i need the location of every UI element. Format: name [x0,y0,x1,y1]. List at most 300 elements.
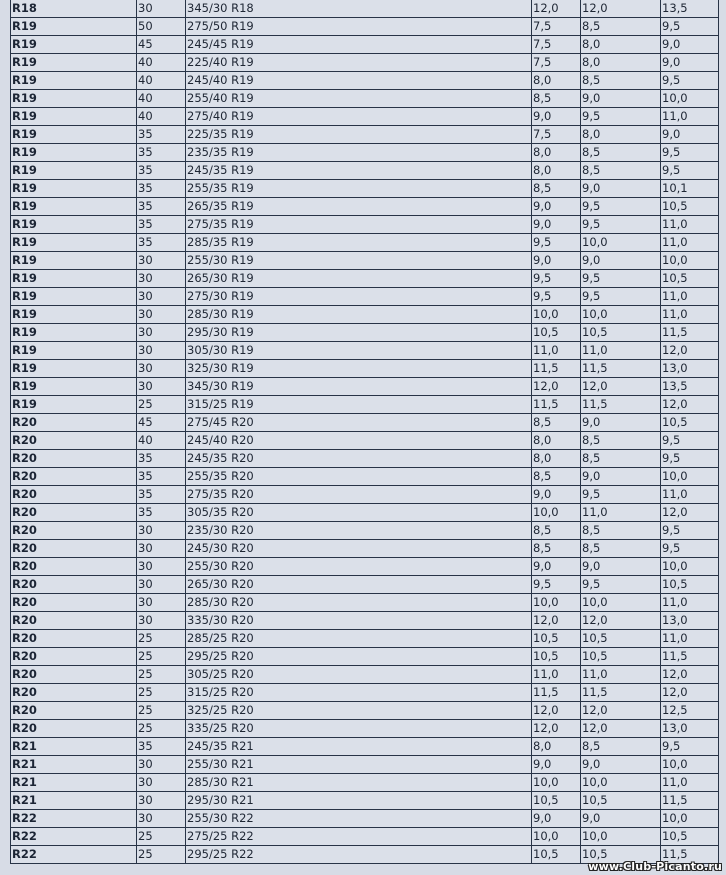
min-width-cell: 9,0 [532,486,581,504]
max-width-cell: 11,5 [661,792,719,810]
max-width-cell: 13,0 [661,360,719,378]
profile-cell: 45 [137,36,186,54]
ideal-width-cell: 10,0 [581,306,661,324]
table-row [11,234,719,252]
tire-size-cell: 265/35 R19 [186,198,532,216]
profile-cell: 35 [137,504,186,522]
min-width-cell: 10,0 [532,306,581,324]
profile-cell: 35 [137,450,186,468]
tire-size-cell: 335/25 R20 [186,720,532,738]
ideal-width-cell: 8,5 [581,144,661,162]
profile-cell: 30 [137,792,186,810]
ideal-width-cell: 11,5 [581,360,661,378]
profile-cell: 35 [137,486,186,504]
min-width-cell: 8,0 [532,162,581,180]
table-row [11,828,719,846]
max-width-cell: 9,5 [661,432,719,450]
max-width-cell: 10,1 [661,180,719,198]
ideal-width-cell: 10,5 [581,648,661,666]
ideal-width-cell: 10,0 [581,594,661,612]
max-width-cell: 9,0 [661,126,719,144]
min-width-cell: 10,5 [532,792,581,810]
rim-cell: R20 [11,612,137,630]
table-row [11,342,719,360]
tire-size-cell: 255/30 R20 [186,558,532,576]
ideal-width-cell: 9,0 [581,756,661,774]
min-width-cell: 12,0 [532,702,581,720]
table-row [11,270,719,288]
rim-cell: R21 [11,738,137,756]
ideal-width-cell: 10,5 [581,630,661,648]
rim-cell: R19 [11,54,137,72]
table-row [11,432,719,450]
min-width-cell: 8,0 [532,72,581,90]
tire-size-cell: 265/30 R20 [186,576,532,594]
table-row [11,180,719,198]
ideal-width-cell: 10,0 [581,234,661,252]
min-width-cell: 8,5 [532,468,581,486]
ideal-width-cell: 8,5 [581,450,661,468]
rim-cell: R19 [11,144,137,162]
min-width-cell: 8,0 [532,738,581,756]
profile-cell: 30 [137,378,186,396]
table-row [11,648,719,666]
max-width-cell: 13,5 [661,0,719,18]
rim-cell: R19 [11,378,137,396]
rim-cell: R20 [11,558,137,576]
tire-size-cell: 265/30 R19 [186,270,532,288]
tire-size-cell: 305/30 R19 [186,342,532,360]
table-row [11,486,719,504]
table-row [11,18,719,36]
ideal-width-cell: 8,0 [581,126,661,144]
min-width-cell: 8,5 [532,414,581,432]
profile-cell: 30 [137,342,186,360]
max-width-cell: 11,0 [661,234,719,252]
profile-cell: 25 [137,828,186,846]
min-width-cell: 9,0 [532,108,581,126]
max-width-cell: 10,0 [661,468,719,486]
profile-cell: 30 [137,558,186,576]
profile-cell: 30 [137,522,186,540]
ideal-width-cell: 10,0 [581,828,661,846]
tire-size-cell: 275/35 R19 [186,216,532,234]
rim-cell: R20 [11,540,137,558]
max-width-cell: 10,5 [661,198,719,216]
tire-size-cell: 225/40 R19 [186,54,532,72]
min-width-cell: 12,0 [532,378,581,396]
max-width-cell: 11,0 [661,306,719,324]
tire-size-cell: 255/30 R19 [186,252,532,270]
tire-size-cell: 235/35 R19 [186,144,532,162]
max-width-cell: 11,5 [661,648,719,666]
ideal-width-cell: 9,5 [581,198,661,216]
min-width-cell: 10,5 [532,846,581,864]
rim-cell: R20 [11,666,137,684]
max-width-cell: 13,0 [661,720,719,738]
table-row [11,666,719,684]
ideal-width-cell: 9,5 [581,576,661,594]
tire-size-cell: 255/40 R19 [186,90,532,108]
profile-cell: 30 [137,252,186,270]
rim-cell: R20 [11,576,137,594]
max-width-cell: 11,5 [661,324,719,342]
min-width-cell: 11,0 [532,666,581,684]
tire-size-cell: 275/25 R22 [186,828,532,846]
tire-size-cell: 315/25 R20 [186,684,532,702]
min-width-cell: 11,5 [532,360,581,378]
table-row [11,576,719,594]
table-row [11,468,719,486]
table-row [11,36,719,54]
profile-cell: 35 [137,144,186,162]
profile-cell: 40 [137,72,186,90]
ideal-width-cell: 12,0 [581,0,661,18]
tire-size-cell: 275/45 R20 [186,414,532,432]
rim-cell: R21 [11,792,137,810]
max-width-cell: 11,0 [661,594,719,612]
max-width-cell: 9,5 [661,72,719,90]
tire-size-cell: 245/40 R19 [186,72,532,90]
max-width-cell: 10,0 [661,810,719,828]
tire-size-cell: 305/25 R20 [186,666,532,684]
table-row [11,396,719,414]
min-width-cell: 10,0 [532,828,581,846]
max-width-cell: 10,5 [661,828,719,846]
max-width-cell: 9,0 [661,54,719,72]
rim-cell: R20 [11,450,137,468]
profile-cell: 25 [137,720,186,738]
rim-cell: R19 [11,360,137,378]
profile-cell: 30 [137,756,186,774]
rim-cell: R19 [11,18,137,36]
min-width-cell: 7,5 [532,18,581,36]
max-width-cell: 9,5 [661,18,719,36]
profile-cell: 40 [137,90,186,108]
ideal-width-cell: 10,5 [581,846,661,864]
tire-size-cell: 285/30 R19 [186,306,532,324]
ideal-width-cell: 9,5 [581,108,661,126]
max-width-cell: 10,0 [661,90,719,108]
min-width-cell: 8,5 [532,522,581,540]
table-row [11,90,719,108]
table-row [11,720,719,738]
min-width-cell: 9,0 [532,756,581,774]
tire-size-cell: 255/35 R20 [186,468,532,486]
profile-cell: 35 [137,198,186,216]
table-row [11,558,719,576]
tire-size-cell: 305/35 R20 [186,504,532,522]
table-row [11,126,719,144]
ideal-width-cell: 11,5 [581,684,661,702]
profile-cell: 40 [137,432,186,450]
profile-cell: 25 [137,630,186,648]
max-width-cell: 10,0 [661,252,719,270]
max-width-cell: 11,0 [661,774,719,792]
max-width-cell: 10,0 [661,756,719,774]
tire-size-cell: 335/30 R20 [186,612,532,630]
table-row [11,792,719,810]
profile-cell: 25 [137,846,186,864]
tire-size-cell: 285/30 R20 [186,594,532,612]
min-width-cell: 7,5 [532,36,581,54]
profile-cell: 25 [137,702,186,720]
ideal-width-cell: 11,0 [581,504,661,522]
ideal-width-cell: 8,5 [581,540,661,558]
ideal-width-cell: 12,0 [581,612,661,630]
profile-cell: 35 [137,738,186,756]
min-width-cell: 11,5 [532,396,581,414]
ideal-width-cell: 9,0 [581,252,661,270]
ideal-width-cell: 8,5 [581,738,661,756]
max-width-cell: 12,5 [661,702,719,720]
min-width-cell: 9,5 [532,270,581,288]
min-width-cell: 7,5 [532,54,581,72]
rim-cell: R22 [11,846,137,864]
max-width-cell: 10,5 [661,414,719,432]
ideal-width-cell: 10,5 [581,792,661,810]
tire-size-cell: 285/30 R21 [186,774,532,792]
profile-cell: 30 [137,0,186,18]
max-width-cell: 12,0 [661,342,719,360]
max-width-cell: 11,5 [661,846,719,864]
max-width-cell: 9,5 [661,162,719,180]
table-row [11,594,719,612]
profile-cell: 30 [137,540,186,558]
ideal-width-cell: 9,5 [581,288,661,306]
tire-size-cell: 275/50 R19 [186,18,532,36]
min-width-cell: 12,0 [532,612,581,630]
profile-cell: 35 [137,180,186,198]
profile-cell: 35 [137,126,186,144]
ideal-width-cell: 12,0 [581,378,661,396]
tire-table-body [11,0,719,864]
profile-cell: 30 [137,324,186,342]
min-width-cell: 10,5 [532,324,581,342]
rim-cell: R19 [11,216,137,234]
min-width-cell: 10,5 [532,630,581,648]
tire-size-cell: 275/30 R19 [186,288,532,306]
rim-cell: R20 [11,504,137,522]
max-width-cell: 12,0 [661,666,719,684]
profile-cell: 30 [137,612,186,630]
min-width-cell: 9,0 [532,216,581,234]
min-width-cell: 8,0 [532,432,581,450]
tire-size-cell: 245/45 R19 [186,36,532,54]
min-width-cell: 8,5 [532,90,581,108]
max-width-cell: 11,0 [661,486,719,504]
min-width-cell: 8,0 [532,144,581,162]
table-row [11,540,719,558]
ideal-width-cell: 9,0 [581,810,661,828]
rim-cell: R19 [11,288,137,306]
profile-cell: 30 [137,360,186,378]
profile-cell: 40 [137,54,186,72]
min-width-cell: 11,0 [532,342,581,360]
profile-cell: 25 [137,666,186,684]
rim-cell: R19 [11,180,137,198]
rim-cell: R19 [11,90,137,108]
profile-cell: 35 [137,216,186,234]
profile-cell: 30 [137,594,186,612]
ideal-width-cell: 9,0 [581,414,661,432]
rim-cell: R21 [11,774,137,792]
ideal-width-cell: 10,0 [581,774,661,792]
rim-cell: R20 [11,648,137,666]
profile-cell: 50 [137,18,186,36]
tire-size-cell: 245/30 R20 [186,540,532,558]
min-width-cell: 9,0 [532,252,581,270]
table-row [11,702,719,720]
table-row [11,288,719,306]
max-width-cell: 13,0 [661,612,719,630]
tire-size-cell: 315/25 R19 [186,396,532,414]
table-row [11,756,719,774]
rim-cell: R19 [11,162,137,180]
min-width-cell: 8,0 [532,450,581,468]
ideal-width-cell: 8,5 [581,522,661,540]
rim-cell: R19 [11,270,137,288]
profile-cell: 40 [137,108,186,126]
rim-cell: R20 [11,684,137,702]
rim-cell: R20 [11,414,137,432]
max-width-cell: 9,5 [661,738,719,756]
rim-cell: R20 [11,594,137,612]
ideal-width-cell: 11,5 [581,396,661,414]
rim-cell: R19 [11,36,137,54]
ideal-width-cell: 11,0 [581,666,661,684]
profile-cell: 35 [137,234,186,252]
ideal-width-cell: 9,0 [581,468,661,486]
tire-size-cell: 255/35 R19 [186,180,532,198]
max-width-cell: 10,5 [661,270,719,288]
rim-cell: R20 [11,720,137,738]
min-width-cell: 9,5 [532,288,581,306]
tire-size-cell: 295/30 R19 [186,324,532,342]
watermark: www.Club-Picanto.ru [588,860,722,873]
ideal-width-cell: 9,0 [581,90,661,108]
min-width-cell: 12,0 [532,0,581,18]
ideal-width-cell: 8,5 [581,432,661,450]
tire-size-cell: 275/40 R19 [186,108,532,126]
max-width-cell: 13,5 [661,378,719,396]
max-width-cell: 10,0 [661,558,719,576]
tire-size-cell: 295/25 R22 [186,846,532,864]
max-width-cell: 11,0 [661,288,719,306]
rim-cell: R20 [11,702,137,720]
rim-cell: R20 [11,630,137,648]
table-row [11,54,719,72]
rim-cell: R20 [11,522,137,540]
table-row [11,774,719,792]
profile-cell: 30 [137,288,186,306]
ideal-width-cell: 9,0 [581,558,661,576]
rim-cell: R22 [11,828,137,846]
tire-size-cell: 345/30 R19 [186,378,532,396]
tire-size-cell: 245/35 R21 [186,738,532,756]
tire-size-cell: 295/25 R20 [186,648,532,666]
profile-cell: 25 [137,396,186,414]
tire-size-cell: 325/30 R19 [186,360,532,378]
profile-cell: 25 [137,684,186,702]
tire-size-cell: 255/30 R21 [186,756,532,774]
table-row [11,522,719,540]
ideal-width-cell: 9,5 [581,216,661,234]
min-width-cell: 11,5 [532,684,581,702]
profile-cell: 25 [137,648,186,666]
rim-cell: R19 [11,234,137,252]
rim-cell: R19 [11,108,137,126]
rim-cell: R19 [11,342,137,360]
ideal-width-cell: 12,0 [581,720,661,738]
table-row [11,108,719,126]
table-row [11,504,719,522]
table-row [11,378,719,396]
rim-cell: R20 [11,486,137,504]
table-row [11,360,719,378]
rim-cell: R19 [11,126,137,144]
rim-cell: R19 [11,72,137,90]
tire-size-cell: 225/35 R19 [186,126,532,144]
ideal-width-cell: 8,0 [581,54,661,72]
min-width-cell: 9,0 [532,810,581,828]
max-width-cell: 12,0 [661,504,719,522]
tire-size-table [10,0,719,864]
table-row [11,0,719,18]
table-row [11,198,719,216]
rim-cell: R18 [11,0,137,18]
max-width-cell: 9,0 [661,36,719,54]
ideal-width-cell: 8,0 [581,36,661,54]
table-row [11,414,719,432]
ideal-width-cell: 8,5 [581,162,661,180]
profile-cell: 30 [137,810,186,828]
ideal-width-cell: 12,0 [581,702,661,720]
table-row [11,144,719,162]
max-width-cell: 9,5 [661,144,719,162]
table-row [11,630,719,648]
min-width-cell: 10,5 [532,648,581,666]
min-width-cell: 9,5 [532,576,581,594]
tire-size-cell: 255/30 R22 [186,810,532,828]
table-row [11,450,719,468]
table-row [11,162,719,180]
table-row [11,324,719,342]
min-width-cell: 9,5 [532,234,581,252]
table-row [11,72,719,90]
table-row [11,738,719,756]
max-width-cell: 11,0 [661,216,719,234]
rim-cell: R21 [11,756,137,774]
max-width-cell: 11,0 [661,630,719,648]
table-row [11,306,719,324]
profile-cell: 30 [137,576,186,594]
profile-cell: 35 [137,162,186,180]
tire-size-cell: 275/35 R20 [186,486,532,504]
max-width-cell: 9,5 [661,540,719,558]
min-width-cell: 10,0 [532,504,581,522]
rim-cell: R19 [11,198,137,216]
max-width-cell: 9,5 [661,522,719,540]
ideal-width-cell: 8,5 [581,18,661,36]
max-width-cell: 9,5 [661,450,719,468]
ideal-width-cell: 9,0 [581,180,661,198]
profile-cell: 35 [137,468,186,486]
max-width-cell: 12,0 [661,396,719,414]
tire-size-cell: 295/30 R21 [186,792,532,810]
tire-size-cell: 235/30 R20 [186,522,532,540]
min-width-cell: 9,0 [532,558,581,576]
